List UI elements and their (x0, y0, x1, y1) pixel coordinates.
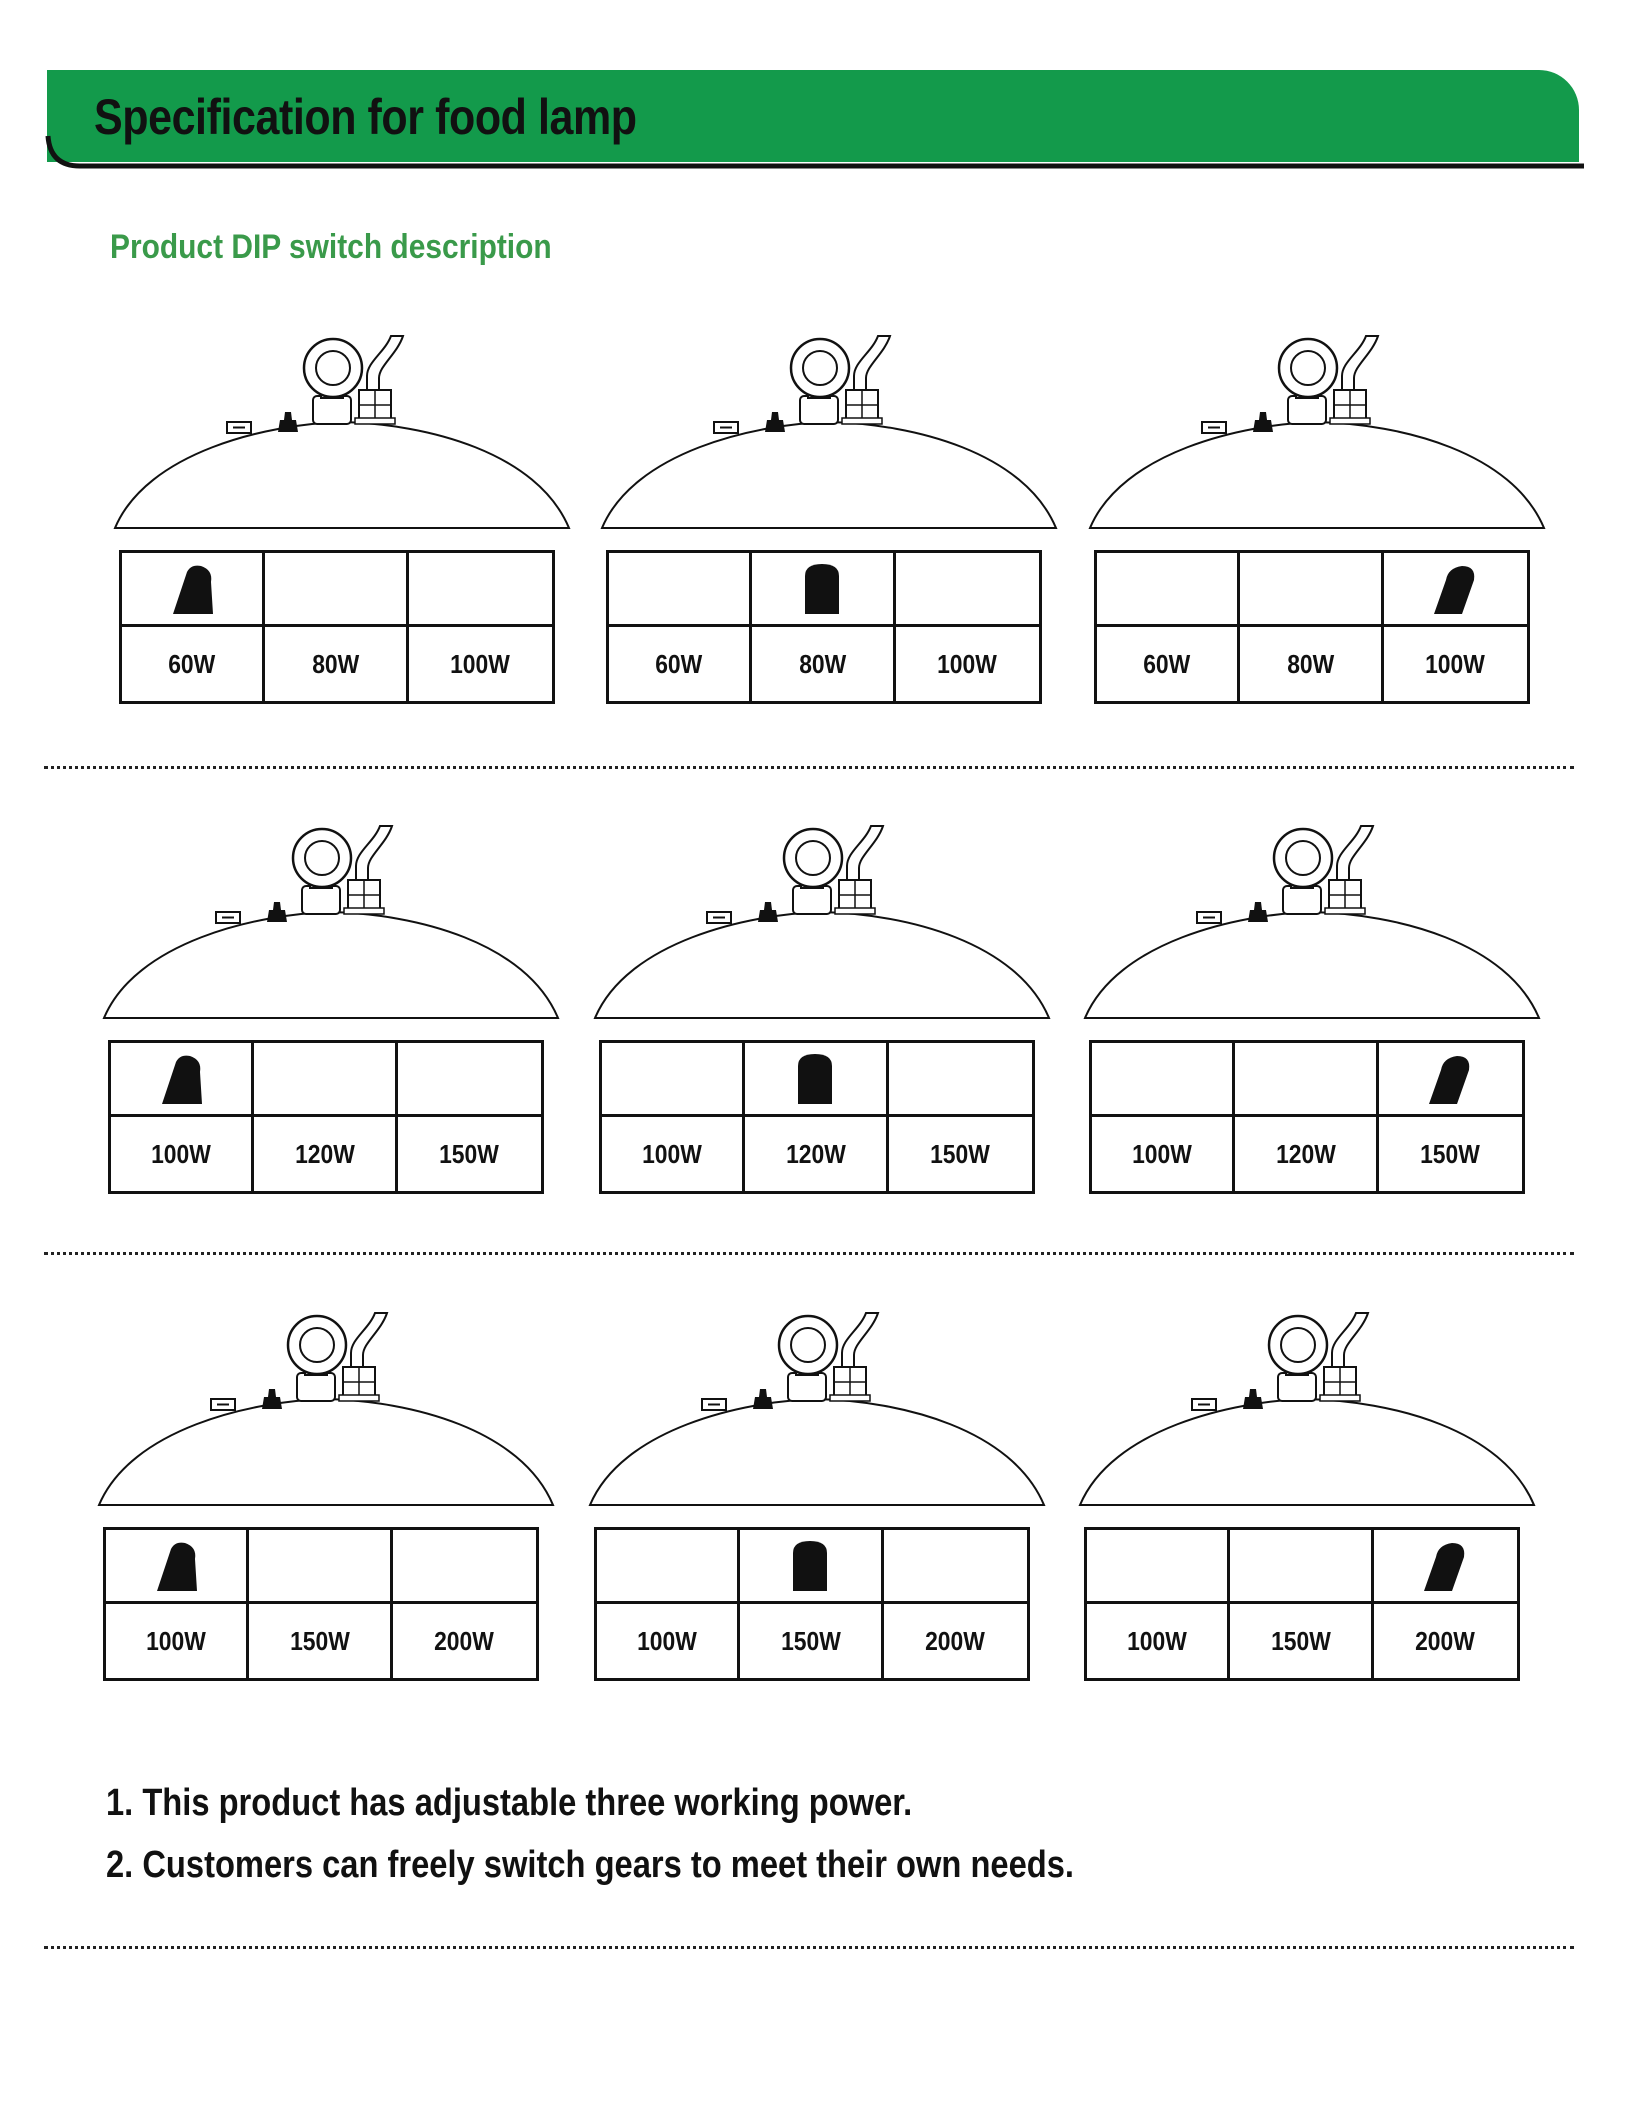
lamp-illustration (1077, 822, 1547, 1037)
power-label: 100W (151, 1138, 212, 1169)
power-label: 100W (937, 648, 998, 679)
power-option (740, 1604, 883, 1678)
power-label: 150W (930, 1138, 991, 1169)
switch-slot[interactable] (1379, 1043, 1522, 1117)
lamp-illustration (587, 822, 1057, 1037)
switch-knob[interactable] (792, 1052, 838, 1106)
switch-slot[interactable] (740, 1530, 883, 1604)
switch-slot[interactable] (884, 1530, 1027, 1604)
power-option (254, 1117, 397, 1191)
switch-knob[interactable] (1432, 562, 1478, 616)
dip-switch-table (1094, 550, 1530, 704)
notes-list (106, 1772, 1232, 1896)
dip-panel (594, 332, 1064, 732)
lamp-illustration (107, 332, 577, 547)
note-item: 1. This product has adjustable three working power. (106, 1782, 913, 1824)
power-option (745, 1117, 888, 1191)
dip-panel (91, 1309, 561, 1709)
dip-panel (107, 332, 577, 732)
power-option (884, 1604, 1027, 1678)
power-label: 60W (655, 648, 703, 679)
dip-switch-table (1089, 1040, 1525, 1194)
dip-panel (1082, 332, 1552, 732)
power-label: 100W (642, 1138, 703, 1169)
dip-panel (1077, 822, 1547, 1222)
power-option (122, 627, 265, 701)
power-label: 150W (780, 1625, 841, 1656)
power-option (249, 1604, 392, 1678)
power-option (1379, 1117, 1522, 1191)
lamp-illustration (1072, 1309, 1542, 1524)
power-label: 200W (925, 1625, 986, 1656)
power-label: 100W (637, 1625, 698, 1656)
power-label: 200W (1415, 1625, 1476, 1656)
switch-slot[interactable] (597, 1530, 740, 1604)
note-item: 2. Customers can freely switch gears to meet their own needs. (106, 1844, 1075, 1886)
power-option (111, 1117, 254, 1191)
power-option (1092, 1117, 1235, 1191)
power-option (393, 1604, 536, 1678)
switch-slot[interactable] (106, 1530, 249, 1604)
power-label: 60W (168, 648, 216, 679)
page-title: Specification for food lamp (94, 89, 637, 145)
power-label: 120W (1275, 1138, 1336, 1169)
dip-panel (1072, 1309, 1542, 1709)
power-label: 100W (450, 648, 511, 679)
switch-slot[interactable] (393, 1530, 536, 1604)
switch-slot[interactable] (111, 1043, 254, 1117)
power-option (602, 1117, 745, 1191)
power-label: 120W (294, 1138, 355, 1169)
power-label: 100W (1127, 1625, 1188, 1656)
switch-knob[interactable] (169, 562, 215, 616)
dip-switch-table (594, 1527, 1030, 1681)
power-label: 80W (1286, 648, 1335, 679)
power-option (265, 627, 408, 701)
switch-slot[interactable] (122, 553, 265, 627)
dip-switch-table (606, 550, 1042, 704)
switch-slot[interactable] (249, 1530, 392, 1604)
dip-switch-table (1084, 1527, 1520, 1681)
power-label: 200W (434, 1625, 495, 1656)
switch-slot[interactable] (1235, 1043, 1378, 1117)
switch-slot[interactable] (1087, 1530, 1230, 1604)
dip-switch-table (108, 1040, 544, 1194)
switch-slot[interactable] (1230, 1530, 1373, 1604)
lamp-illustration (91, 1309, 561, 1524)
power-option (106, 1604, 249, 1678)
power-label: 100W (146, 1625, 207, 1656)
power-option (896, 627, 1039, 701)
power-label: 100W (1425, 648, 1486, 679)
power-option (1087, 1604, 1230, 1678)
switch-slot[interactable] (602, 1043, 745, 1117)
dotted-divider (44, 766, 1574, 769)
switch-knob[interactable] (153, 1539, 199, 1593)
lamp-illustration (582, 1309, 1052, 1524)
power-option (1230, 1604, 1373, 1678)
power-option (1384, 627, 1527, 701)
switch-slot[interactable] (265, 553, 408, 627)
dotted-divider (44, 1252, 1574, 1255)
switch-slot[interactable] (398, 1043, 541, 1117)
power-label: 80W (311, 648, 360, 679)
dip-panel (582, 1309, 1052, 1709)
power-label: 150W (1420, 1138, 1481, 1169)
switch-knob[interactable] (158, 1052, 204, 1106)
switch-knob[interactable] (787, 1539, 833, 1593)
switch-slot[interactable] (745, 1043, 888, 1117)
dip-panel (587, 822, 1057, 1222)
power-label: 150W (289, 1625, 350, 1656)
switch-slot[interactable] (1374, 1530, 1517, 1604)
lamp-illustration (96, 822, 566, 1037)
switch-knob[interactable] (799, 562, 845, 616)
switch-knob[interactable] (1422, 1539, 1468, 1593)
switch-slot[interactable] (1092, 1043, 1235, 1117)
switch-slot[interactable] (1384, 553, 1527, 627)
switch-slot[interactable] (409, 553, 552, 627)
power-label: 120W (785, 1138, 846, 1169)
power-label: 150W (1270, 1625, 1331, 1656)
power-option (1240, 627, 1383, 701)
dip-switch-table (599, 1040, 1035, 1194)
power-option (409, 627, 552, 701)
power-option (1097, 627, 1240, 701)
power-label: 60W (1143, 648, 1191, 679)
lamp-illustration (594, 332, 1064, 547)
power-option (752, 627, 895, 701)
section-title: Product DIP switch description (110, 228, 552, 266)
switch-slot[interactable] (1097, 553, 1240, 627)
power-option (609, 627, 752, 701)
lamp-illustration (1082, 332, 1552, 547)
dotted-divider (44, 1946, 1574, 1949)
switch-slot[interactable] (1240, 553, 1383, 627)
dip-switch-table (103, 1527, 539, 1681)
power-option (597, 1604, 740, 1678)
power-label: 100W (1132, 1138, 1193, 1169)
power-option (398, 1117, 541, 1191)
switch-slot[interactable] (752, 553, 895, 627)
power-option (1235, 1117, 1378, 1191)
power-label: 80W (798, 648, 847, 679)
dip-switch-table (119, 550, 555, 704)
switch-slot[interactable] (896, 553, 1039, 627)
switch-slot[interactable] (609, 553, 752, 627)
power-option (1374, 1604, 1517, 1678)
switch-knob[interactable] (1427, 1052, 1473, 1106)
switch-slot[interactable] (889, 1043, 1032, 1117)
power-option (889, 1117, 1032, 1191)
dip-panel (96, 822, 566, 1222)
switch-slot[interactable] (254, 1043, 397, 1117)
power-label: 150W (439, 1138, 500, 1169)
